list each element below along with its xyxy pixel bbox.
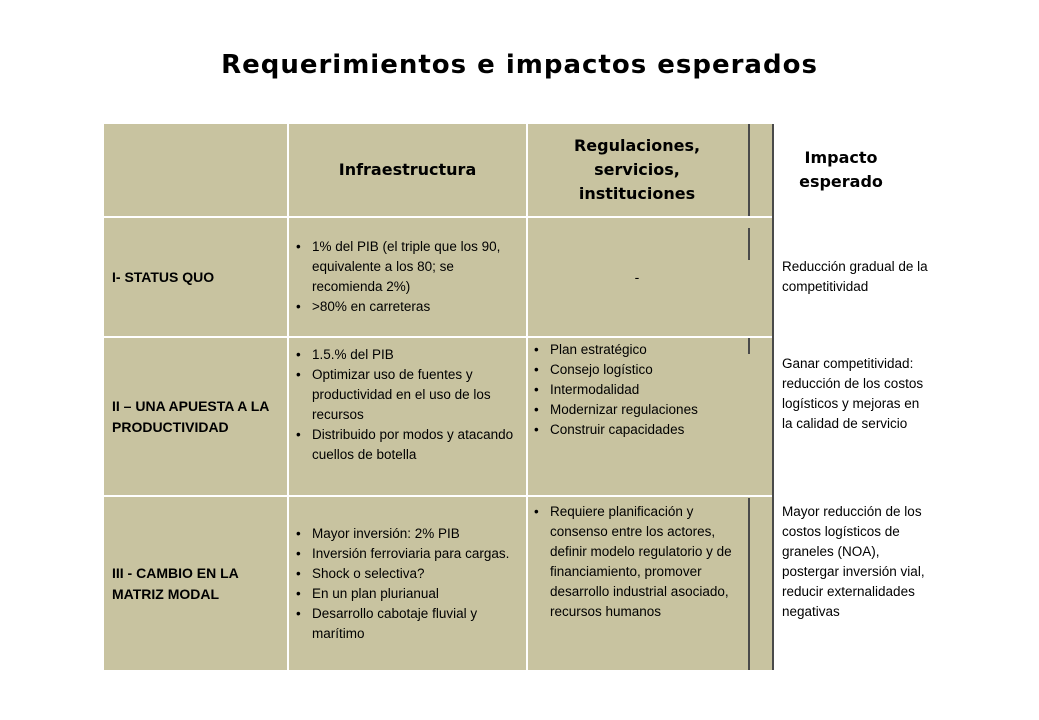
list-item: • Mayor inversión: 2% PIB (294, 524, 516, 544)
list-item: • En un plan plurianual (294, 584, 516, 604)
row1-infraestructura-cell (294, 218, 516, 336)
row2-regulaciones-list (532, 340, 742, 440)
row2-infraestructura-cell (294, 345, 516, 490)
list-item: • Distribuido por modos y atacando cuellos de botella (294, 425, 516, 465)
header-regulaciones: Regulaciones, servicios, instituciones (573, 136, 701, 203)
row-label-cambio-matriz-modal: III - CAMBIO EN LA MATRIZ MODAL (112, 564, 239, 602)
list-item: • >80% en carreteras (294, 297, 516, 317)
row1-regulaciones-cell: - (634, 269, 640, 285)
row3-impacto-cell: Mayor reducción de los costos logísticos de graneles (NOA), postergar inversión vial, reducir externalidades negativas (782, 504, 925, 619)
spacer-line (748, 498, 750, 670)
list-item: • Intermodalidad (532, 380, 742, 400)
spacer-line (748, 338, 750, 354)
row3-regulaciones-cell (532, 502, 744, 668)
list-item: • Modernizar regulaciones (532, 400, 742, 420)
row1-infraestructura-list (294, 237, 516, 317)
row3-infraestructura-list (294, 524, 516, 644)
list-item: • Shock o selectiva? (294, 564, 516, 584)
row2-regulaciones-cell (532, 340, 742, 490)
list-item: • Construir capacidades (532, 420, 742, 440)
row2-impacto-cell: Ganar competitividad: reducción de los costos logísticos y mejoras en la calidad de servicio (782, 356, 924, 431)
list-item: • 1% del PIB (el triple que los 90, equivalente a los 80; se recomienda 2%) (294, 237, 516, 297)
row3-infraestructura-cell (294, 497, 516, 670)
slide-title: Requerimientos e impactos esperados (221, 50, 818, 80)
list-item: • Desarrollo cabotaje fluvial y marítimo (294, 604, 516, 644)
list-item: • Plan estratégico (532, 340, 742, 360)
list-item: • Inversión ferroviaria para cargas. (294, 544, 516, 564)
row2-infraestructura-list (294, 345, 516, 465)
row3-regulaciones-list (532, 502, 744, 622)
row1-impacto-cell: Reducción gradual de la competitividad (782, 259, 928, 294)
list-item: • Consejo logístico (532, 360, 742, 380)
list-item: • Optimizar uso de fuentes y productividad en el uso de los recursos (294, 365, 516, 425)
spacer-line (748, 124, 750, 216)
requirements-table (104, 124, 928, 670)
header-impacto: Impacto esperado (799, 148, 883, 191)
spacer-line (748, 228, 750, 260)
row-label-status-quo: I- STATUS QUO (112, 268, 215, 285)
header-infraestructura: Infraestructura (338, 160, 477, 179)
list-item: • 1.5.% del PIB (294, 345, 516, 365)
row-label-apuesta-productividad: II – UNA APUESTA A LA PRODUCTIVIDAD (112, 397, 269, 435)
list-item: • Requiere planificación y consenso entre los actores, definir modelo regulatorio y de financiamiento, promover desarrollo industrial asociado, recursos humanos (532, 502, 744, 622)
